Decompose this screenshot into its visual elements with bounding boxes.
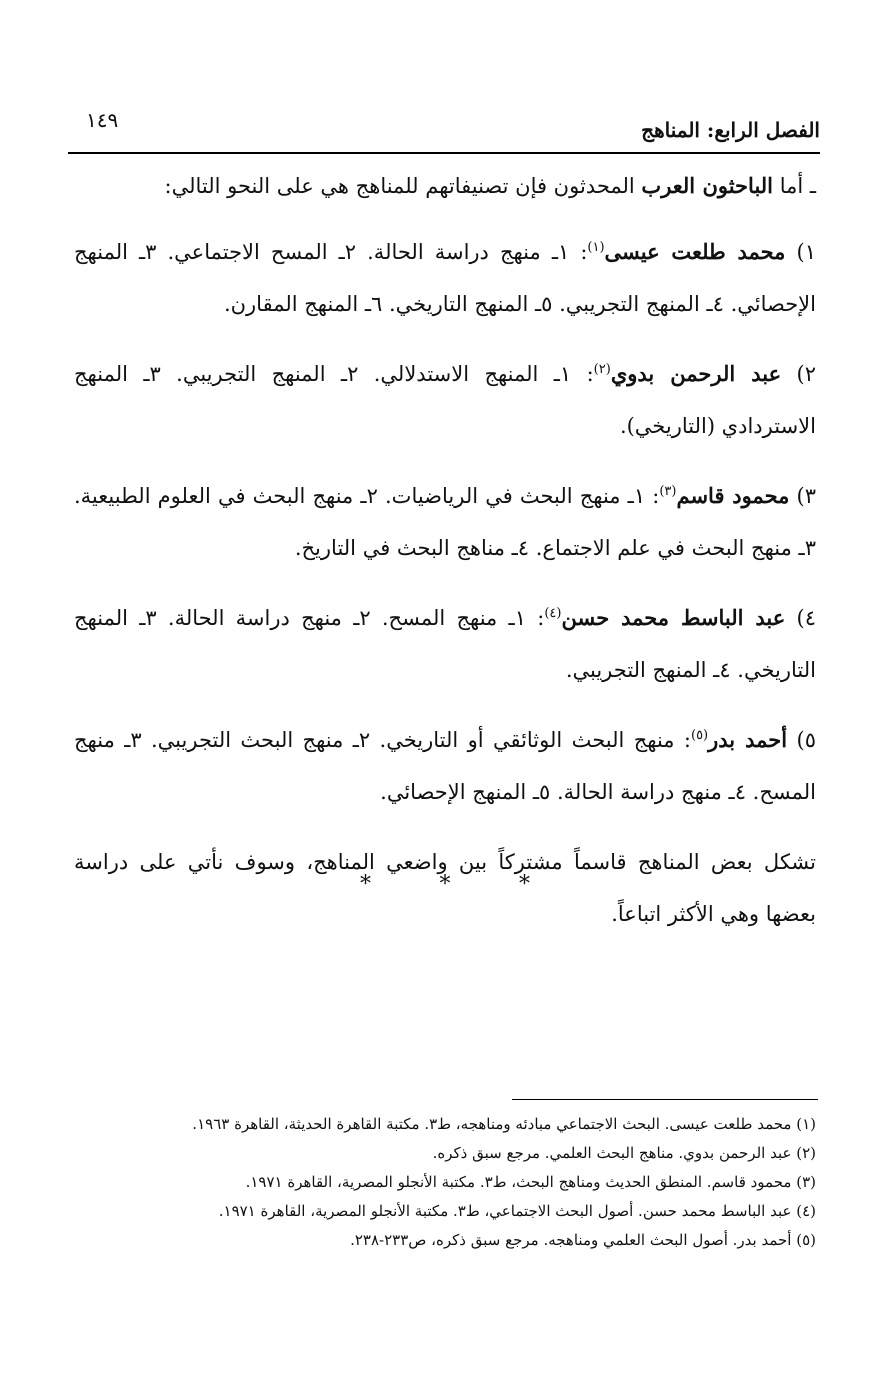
- footnote-ref: (٢): [593, 362, 611, 377]
- entry-number: ١): [796, 240, 816, 264]
- footnote-4: (٤) عبد الباسط محمد حسن. أصول البحث الاجتماعي، ط٣. مكتبة الأنجلو المصرية، القاهرة ١٩٧١.: [218, 1202, 816, 1220]
- intro-bold-phrase: الباحثون العرب: [641, 173, 774, 198]
- separator-star: *: [360, 872, 371, 897]
- entry-author: عبد الباسط محمد حسن: [561, 605, 786, 630]
- footnote-ref: (٤): [544, 606, 562, 621]
- entry-number: ٤): [796, 606, 816, 630]
- entry-text: : ١ـ المنهج الاستدلالي. ٢ـ المنهج التجريبي. ٣ـ المنهج الاستردادي (التاريخي).: [74, 362, 816, 438]
- entry-text: : ١ـ منهج البحث في الرياضيات. ٢ـ منهج البحث في العلوم الطبيعية. ٣ـ منهج البحث في علم الاجتماع. ٤ـ مناهج البحث في التاريخ.: [74, 484, 816, 560]
- separator-star: *: [519, 872, 530, 897]
- entry-author: محمد طلعت عيسى: [604, 239, 786, 264]
- footnote-divider: [512, 1099, 818, 1100]
- page-header: [68, 108, 820, 154]
- entry-number: ٥): [796, 728, 816, 752]
- entry-2: [74, 348, 816, 452]
- closing-paragraph: تشكل بعض المناهج قاسماً مشتركاً بين واضعي المناهج، وسوف نأتي على دراسة بعضها وهي الأكثر اتباعاً.: [74, 850, 816, 926]
- footnote-1: (١) محمد طلعت عيسى. البحث الاجتماعي مبادئه ومناهجه، ط٣. مكتبة القاهرة الحديثة، القاهرة ١٩٦٣.: [192, 1115, 816, 1133]
- footnote-ref: (١): [587, 240, 605, 255]
- entry-number: ٣): [796, 484, 816, 508]
- footnote-ref: (٣): [659, 484, 677, 499]
- footnote-ref: (٥): [690, 728, 709, 743]
- entry-text: : ١ـ منهج دراسة الحالة. ٢ـ المسح الاجتماعي. ٣ـ المنهج الإحصائي. ٤ـ المنهج التجريبي. ٥ـ المنهج التاريخي. ٦ـ المنهج المقارن.: [74, 240, 816, 316]
- chapter-title: الفصل الرابع: المناهج: [641, 118, 820, 142]
- section-separator: [360, 872, 530, 897]
- entry-text: : ١ـ منهج المسح. ٢ـ منهج دراسة الحالة. ٣ـ المنهج التاريخي. ٤ـ المنهج التجريبي.: [74, 606, 816, 682]
- entry-1: [74, 226, 816, 330]
- separator-star: *: [439, 872, 451, 897]
- page-number: ١٤٩: [86, 108, 119, 132]
- entry-3: [74, 470, 816, 574]
- entry-text: : منهج البحث الوثائقي أو التاريخي. ٢ـ منهج البحث التجريبي. ٣ـ منهج المسح. ٤ـ منهج دراسة الحالة. ٥ـ المنهج الإحصائي.: [74, 728, 816, 804]
- footnote-3: (٣) محمود قاسم. المنطق الحديث ومناهج البحث، ط٣. مكتبة الأنجلو المصرية، القاهرة ١٩٧١.: [245, 1173, 816, 1191]
- entry-author: عبد الرحمن بدوي: [610, 361, 782, 386]
- entry-5: [74, 714, 816, 818]
- body-text: [74, 160, 816, 958]
- entry-number: ٢): [796, 362, 816, 386]
- footnote-2: (٢) عبد الرحمن بدوي. مناهج البحث العلمي. مرجع سبق ذكره.: [432, 1144, 816, 1162]
- entry-4: [74, 592, 816, 696]
- intro-paragraph: ـ أما الباحثون العرب المحدثون فإن تصنيفاتهم للمناهج هي على النحو التالي:: [164, 173, 816, 198]
- footnote-5: (٥) أحمد بدر. أصول البحث العلمي ومناهجه. مرجع سبق ذكره، ص٢٣٣-٢٣٨.: [350, 1231, 816, 1249]
- footnotes: [110, 1110, 816, 1255]
- entry-author: محمود قاسم: [676, 483, 790, 508]
- entry-author: أحمد بدر: [708, 727, 788, 752]
